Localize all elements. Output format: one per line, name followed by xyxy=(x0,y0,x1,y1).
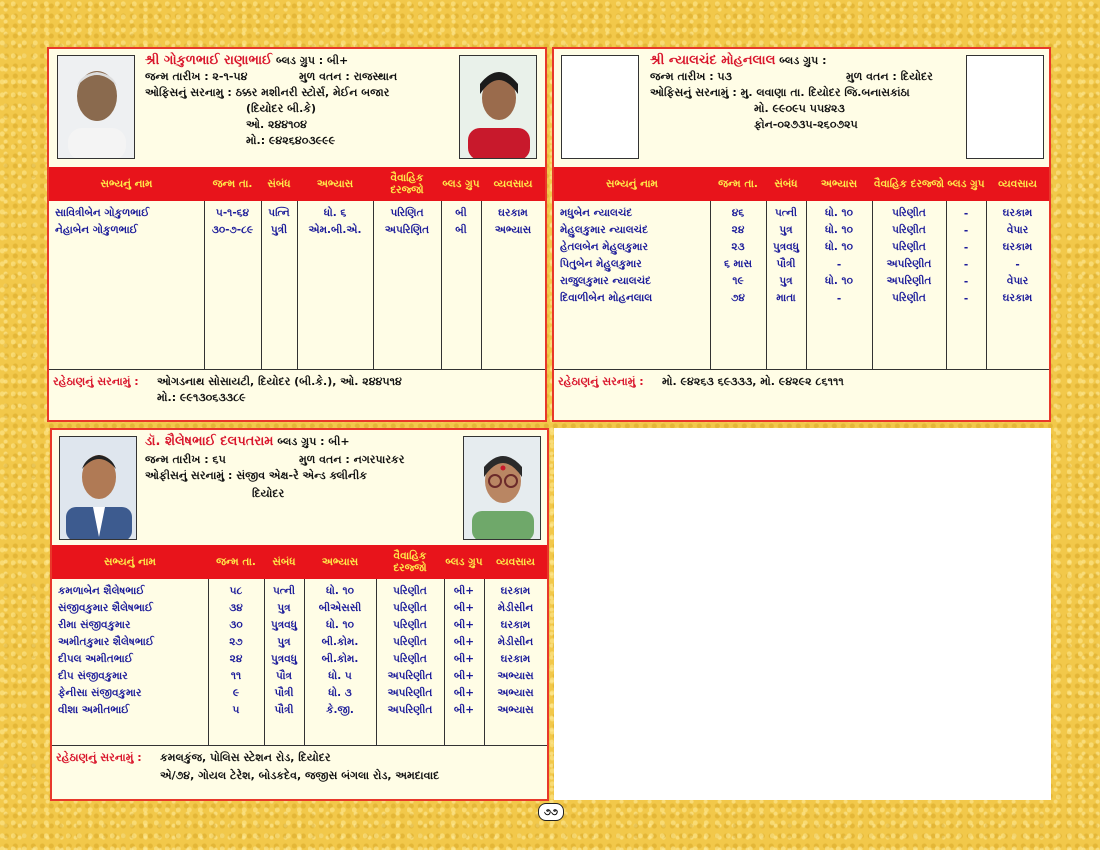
member-name: સાવિત્રીબેન ગોકુળભાઈ xyxy=(55,207,150,219)
birth-date: જન્મ તારીખ : ૫૩ xyxy=(650,70,732,83)
member-dob: ૨૪ xyxy=(229,653,243,665)
col-name: સભ્યનું નામ xyxy=(104,556,156,568)
table-row xyxy=(52,634,547,651)
table-grid xyxy=(49,201,545,369)
table-row xyxy=(52,702,547,719)
members-table-header xyxy=(52,545,547,579)
member-name: મેહુલકુમાર ન્યાલચંદ xyxy=(560,224,648,236)
blood-group: બ્લડ ગ્રુપ : બી+ xyxy=(275,54,349,67)
member-occupation: ઘરકામ xyxy=(1002,207,1033,219)
native-place: મુળ વતન : દિયોદર xyxy=(846,70,933,83)
member-occupation: ઘરકામ xyxy=(500,619,531,631)
member-blood: બી+ xyxy=(453,687,475,699)
member-education: ધો. ૧૦ xyxy=(824,224,854,236)
address-label: રહેઠાણનું સરનામું : xyxy=(56,751,142,764)
member-blood: બી+ xyxy=(453,619,475,631)
member-blood: - xyxy=(963,292,969,305)
table-row xyxy=(554,205,1049,222)
family-card-nyalchand xyxy=(552,47,1051,422)
residence-address xyxy=(49,369,545,421)
member-name: નેહાબેન ગોકુળભાઈ xyxy=(55,224,138,236)
head-name: શ્રી ન્યાલચંદ મોહનલાલ xyxy=(650,53,776,68)
office-address: ઓફિસનું સરનામુ : ઠક્કર મશીનરી સ્ટોર્સ, મેઈન બજાર xyxy=(145,86,390,99)
col-dob: જન્મ તા. xyxy=(718,178,758,190)
member-name: રાજુલકુમાર ન્યાલચંદ xyxy=(560,275,651,287)
head-name: શ્રી ગોકુળભાઈ રાણાભાઈ xyxy=(145,53,273,68)
member-occupation: ઘરકામ xyxy=(1002,241,1033,253)
member-occupation: ઘરકામ xyxy=(500,653,531,665)
member-marital: પરિણીત xyxy=(892,292,926,304)
member-relation: પૌત્રી xyxy=(776,258,796,270)
table-row xyxy=(49,222,545,239)
member-occupation: વેપાર xyxy=(1006,224,1029,236)
member-blood: બી xyxy=(455,207,467,219)
head-photo xyxy=(57,55,135,159)
member-education: બી.કોમ. xyxy=(321,636,359,648)
address-label: રહેઠાણનું સરનામું : xyxy=(53,375,139,388)
member-dob: ૯ xyxy=(232,687,240,699)
birth-date: જન્મ તારીખ : ૬૫ xyxy=(145,453,226,466)
col-relation: સંબંધ xyxy=(774,178,798,190)
member-occupation: ઘરકામ xyxy=(498,207,528,219)
head-name: ડૉ. શૈલેષભાઈ દલપતરામ xyxy=(145,434,274,449)
member-education: એમ.બી.એ. xyxy=(308,224,362,236)
spouse-photo xyxy=(459,55,537,159)
col-blood: બ્લડ ગ્રુપ xyxy=(442,178,480,190)
blood-group: બ્લડ ગ્રુપ : બી+ xyxy=(277,435,350,448)
member-marital: અપરિણીત xyxy=(886,258,932,270)
member-dob: ૧૧ xyxy=(230,670,242,682)
table-row xyxy=(52,600,547,617)
member-education: ધો. ૬ xyxy=(323,207,347,219)
member-occupation: અભ્યાસ xyxy=(494,224,532,236)
address-line: એ/૭૪, ગોયલ ટેરેશ, બોડકદેવ, જજીસ બંગલા રોડ, અમદાવાદ xyxy=(160,769,440,782)
member-dob: ૨૩ xyxy=(731,241,745,253)
member-occupation: ઘરકામ xyxy=(1002,292,1033,304)
member-name: ફેનીસા સંજીવકુમાર xyxy=(58,687,142,699)
member-occupation: અભ્યાસ xyxy=(497,670,534,682)
member-education: ધો. ૧૦ xyxy=(824,241,854,253)
member-blood: બી+ xyxy=(453,653,475,665)
office-city: દિયોદર xyxy=(252,487,285,500)
family-card-gokulbhai xyxy=(47,47,547,422)
member-marital: અપરિણીત xyxy=(886,275,932,287)
spouse-photo xyxy=(463,436,541,540)
member-occupation: ઘરકામ xyxy=(500,585,531,597)
member-education: ધો. ૧૦ xyxy=(824,207,854,219)
member-dob: ૫૮ xyxy=(229,585,243,597)
col-education: અભ્યાસ xyxy=(820,178,858,190)
member-marital: પરિણીત xyxy=(393,653,427,665)
member-occupation: મેડીસીન xyxy=(497,636,534,648)
col-marital: વૈવાહિક દરજ્જો xyxy=(874,178,944,190)
member-marital: અપરિણીત xyxy=(387,687,433,699)
member-marital: અપરિણીત xyxy=(387,704,433,716)
members-table-header xyxy=(49,167,545,201)
col-name: સભ્યનું નામ xyxy=(606,178,658,190)
member-relation: પુત્રી xyxy=(270,224,288,236)
member-blood: - xyxy=(963,241,969,254)
native-place: મુળ વતન : નગરપારકર xyxy=(299,453,405,466)
member-name: વીશા અમીતભાઈ xyxy=(58,704,130,716)
col-name: સભ્યનું નામ xyxy=(100,178,153,190)
member-dob: ૪૬ xyxy=(731,207,745,219)
member-marital: પરિણીત xyxy=(892,241,926,253)
member-name: મધુબેન ન્યાલચંદ xyxy=(560,207,633,219)
table-row xyxy=(554,222,1049,239)
col-occupation: વ્યવસાય xyxy=(998,178,1037,190)
member-blood: - xyxy=(963,224,969,237)
office-phone: ઓ. ૨૪૪૧૦૪ xyxy=(246,118,307,131)
member-relation: પત્ની xyxy=(272,585,296,597)
member-blood: - xyxy=(963,275,969,288)
member-occupation: અભ્યાસ xyxy=(497,687,534,699)
member-relation: પૌત્રી xyxy=(274,704,294,716)
office-address-line: (દિયોદર બી.કે) xyxy=(246,102,317,115)
member-dob: ૩૦ xyxy=(229,619,243,631)
col-occupation: વ્યવસાય xyxy=(496,556,535,568)
head-photo-placeholder xyxy=(561,55,639,159)
member-name: પિતુબેન મેહુલકુમાર xyxy=(560,258,642,270)
member-marital: પરિણીત xyxy=(892,224,926,236)
col-blood: બ્લડ ગ્રુપ xyxy=(947,178,985,190)
native-place: મુળ વતન : રાજસ્થાન xyxy=(299,70,398,83)
member-marital: પરિણીત xyxy=(892,207,926,219)
member-marital: પરિણીત xyxy=(393,636,427,648)
office-address: ઓફિસનું સરનામું : મુ. લવાણા તા. દિયોદર જિ.બનાસકાંઠા xyxy=(650,86,910,99)
office-address: ઓફીસનું સરનામું : સંજીવ એક્ષ-રે એન્ડ ક્લીનીક xyxy=(145,469,368,482)
member-name: રીમા સંજીવકુમાર xyxy=(58,619,131,631)
page-number: ૭૭ xyxy=(538,803,564,821)
member-dob: ૫ xyxy=(232,704,240,716)
table-row xyxy=(554,239,1049,256)
residence-address xyxy=(554,369,1049,421)
table-row xyxy=(554,273,1049,290)
blood-group: બ્લડ ગ્રુપ : xyxy=(779,54,827,67)
member-blood: બી+ xyxy=(453,585,475,597)
address-line: મો. ૯૪૨૬૩ ૬૯૩૩૩, મો. ૯૪૨૯૨ ૮૬૧૧૧ xyxy=(662,375,844,388)
member-education: - xyxy=(836,258,842,271)
table-grid xyxy=(554,201,1049,369)
col-relation: સંબંધ xyxy=(272,556,296,568)
member-marital: પરિણિત xyxy=(390,207,424,219)
col-relation: સંબંધ xyxy=(267,178,291,190)
col-education: અભ્યાસ xyxy=(321,556,359,568)
member-education: ધો. ૧૦ xyxy=(325,619,355,631)
spouse-photo-placeholder xyxy=(966,55,1044,159)
address-line: મો.: ૯૯૧૩૦૬૩૩૮૯ xyxy=(157,391,246,404)
member-marital: અપરિણિત xyxy=(384,224,430,236)
birth-date: જન્મ તારીખ : ૨-૧-૫૪ xyxy=(145,70,248,83)
member-dob: ૩૪ xyxy=(229,602,243,614)
family-card-shaileshbhai xyxy=(50,428,549,801)
col-dob: જન્મ તા. xyxy=(216,556,256,568)
table-row xyxy=(52,651,547,668)
member-blood: - xyxy=(963,207,969,220)
col-marital: વૈવાહિક દરજ્જો xyxy=(390,172,424,196)
member-occupation: અભ્યાસ xyxy=(497,704,534,716)
member-name: હેતલબેન મેહુલકુમાર xyxy=(560,241,648,253)
col-education: અભ્યાસ xyxy=(316,178,354,190)
member-education: ધો. ૫ xyxy=(328,670,352,682)
member-marital: પરિણીત xyxy=(393,619,427,631)
member-marital: પરિણીત xyxy=(393,602,427,614)
member-relation: પુત્ર xyxy=(277,636,291,648)
mobile: મો. ૯૯૦૯૫ ૫૫૪૨૩ xyxy=(754,102,845,115)
member-relation: પુત્ર xyxy=(779,224,793,236)
member-relation: પૌત્ર xyxy=(276,670,292,682)
member-education: ધો. ૧૦ xyxy=(824,275,854,287)
member-blood: બી+ xyxy=(453,670,475,682)
member-dob: ૨૭ xyxy=(229,636,243,648)
member-relation: પુત્રવધુ xyxy=(270,653,298,665)
member-name: અમીતકુમાર શૈલેષભાઈ xyxy=(58,636,154,648)
member-dob: ૬ માસ xyxy=(723,258,753,270)
member-blood: બી+ xyxy=(453,704,475,716)
member-dob: ૨૪ xyxy=(731,224,745,236)
table-row xyxy=(52,617,547,634)
member-relation: પત્ની xyxy=(774,207,798,219)
members-table-header xyxy=(554,167,1049,201)
col-occupation: વ્યવસાય xyxy=(493,178,533,190)
table-row xyxy=(52,685,547,702)
member-marital: અપરિણીત xyxy=(387,670,433,682)
col-marital: વૈવાહિક દરજ્જો xyxy=(393,550,427,574)
member-marital: પરિણીત xyxy=(393,585,427,597)
member-education: બી.કોમ. xyxy=(321,653,359,665)
member-education: ધો. ૩ xyxy=(328,687,352,699)
member-name: દીપલ અમીતભાઈ xyxy=(58,653,133,665)
address-label: રહેઠાણનું સરનામું : xyxy=(558,375,644,388)
member-relation: પુત્રવધુ xyxy=(270,619,298,631)
member-education: કે.જી. xyxy=(326,704,354,716)
mobile: મો.: ૯૪૨૬૪૦૩૯૯૯ xyxy=(246,134,336,147)
table-row xyxy=(554,290,1049,307)
col-blood: બ્લડ ગ્રુપ xyxy=(445,556,483,568)
member-dob: ૫-૧-૬૪ xyxy=(215,207,250,219)
phone: ફોન-૦૨૭૩૫-૨૬૦૭૨૫ xyxy=(754,118,858,131)
member-dob: ૩૦-૭-૮૯ xyxy=(211,224,254,236)
member-occupation: - xyxy=(1015,258,1020,271)
address-line: ઓગડનાથ સોસાયટી, દિયોદર (બી.કે.), ઓ. ૨૪૪૫૧૪ xyxy=(157,375,402,388)
member-dob: ૭૪ xyxy=(731,292,745,304)
member-name: દીપ સંજીવકુમાર xyxy=(58,670,128,682)
member-relation: પુત્ર xyxy=(277,602,291,614)
table-row xyxy=(52,668,547,685)
member-dob: ૧૯ xyxy=(732,275,744,287)
table-grid xyxy=(52,579,547,745)
member-blood: બી+ xyxy=(453,602,475,614)
member-name: દિવાળીબેન મોહનલાલ xyxy=(560,292,653,304)
member-blood: બી xyxy=(455,224,467,236)
member-education: ધો. ૧૦ xyxy=(325,585,355,597)
member-name: કમળાબેન શૈલેષભાઈ xyxy=(58,585,145,597)
member-relation: માતા xyxy=(776,292,796,304)
member-blood: બી+ xyxy=(453,636,475,648)
table-row xyxy=(49,205,545,222)
col-dob: જન્મ તા. xyxy=(212,178,253,190)
member-education: - xyxy=(836,292,842,305)
member-occupation: મેડીસીન xyxy=(497,602,534,614)
member-name: સંજીવકુમાર શૈલેષભાઈ xyxy=(58,602,153,614)
member-blood: - xyxy=(963,258,969,271)
member-education: બીએસસી xyxy=(318,602,362,614)
head-photo xyxy=(59,436,137,540)
empty-panel xyxy=(554,428,1051,800)
member-occupation: વેપાર xyxy=(1006,275,1029,287)
member-relation: પુત્રવધુ xyxy=(772,241,800,253)
residence-address xyxy=(52,745,547,800)
member-relation: પુત્ર xyxy=(779,275,793,287)
member-relation: પૌત્રી xyxy=(274,687,294,699)
table-row xyxy=(52,583,547,600)
member-relation: પત્નિ xyxy=(268,207,290,219)
table-row xyxy=(554,256,1049,273)
address-line: કમલકુંજ, પોલિસ સ્ટેશન રોડ, દિયોદર xyxy=(160,751,331,764)
